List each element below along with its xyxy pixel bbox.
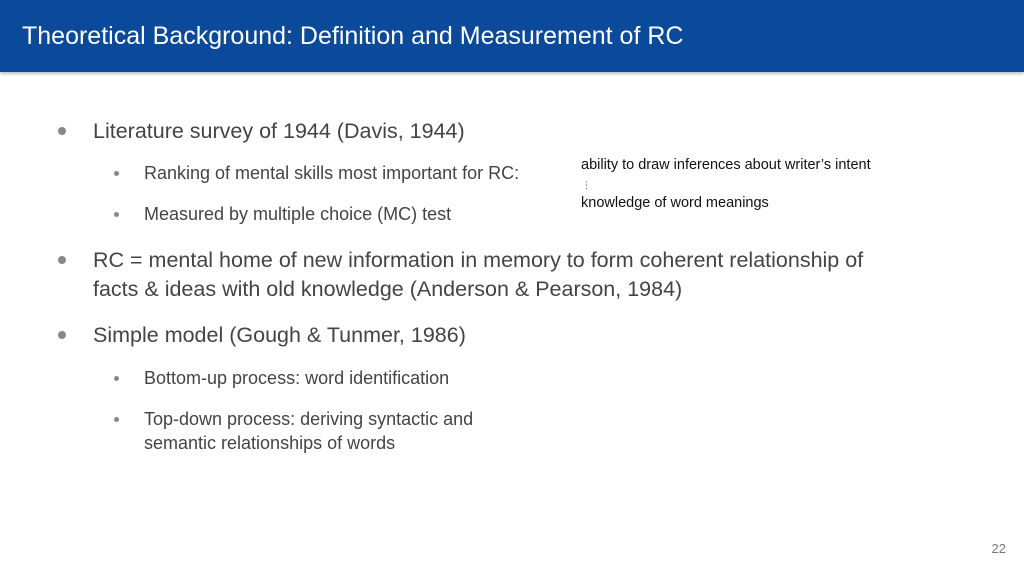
sub-bullet-ranking: Ranking of mental skills most important for RC:: [144, 163, 520, 183]
bullet-rc-definition-line1: RC = mental home of new information in memory to form coherent relationship of: [93, 248, 864, 272]
bullet-literature-survey: Literature survey of 1944 (Davis, 1944): [93, 119, 465, 143]
ranking-top-item: ability to draw inferences about writer’s intent: [581, 157, 871, 173]
bullet-dot: [58, 331, 66, 339]
sub-bullet-dot: [114, 171, 119, 176]
bullet-dot: [58, 256, 66, 264]
sub-bullet-mc-test: Measured by multiple choice (MC) test: [144, 204, 452, 224]
sub-bullet-dot: [114, 212, 119, 217]
bullet-dot: [58, 127, 66, 135]
ranking-ellipsis: ⋮: [582, 180, 591, 190]
slide-title: Theoretical Background: Definition and Measurement of RC: [22, 22, 684, 50]
sub-bullet-dot: [114, 376, 119, 381]
ranking-bottom-item: knowledge of word meanings: [581, 195, 769, 211]
sub-bullet-dot: [114, 417, 119, 422]
page-number: 22: [991, 541, 1006, 556]
sub-bullet-bottom-up: Bottom-up process: word identification: [144, 368, 450, 388]
bullet-rc-definition-line2: facts & ideas with old knowledge (Anderson & Pearson, 1984): [93, 277, 683, 301]
sub-bullet-top-down-line1: Top-down process: deriving syntactic and: [144, 409, 474, 429]
title-bar: [0, 0, 1024, 72]
sub-bullet-top-down-line2: semantic relationships of words: [144, 433, 396, 453]
bullet-simple-model: Simple model (Gough & Tunmer, 1986): [93, 323, 466, 347]
